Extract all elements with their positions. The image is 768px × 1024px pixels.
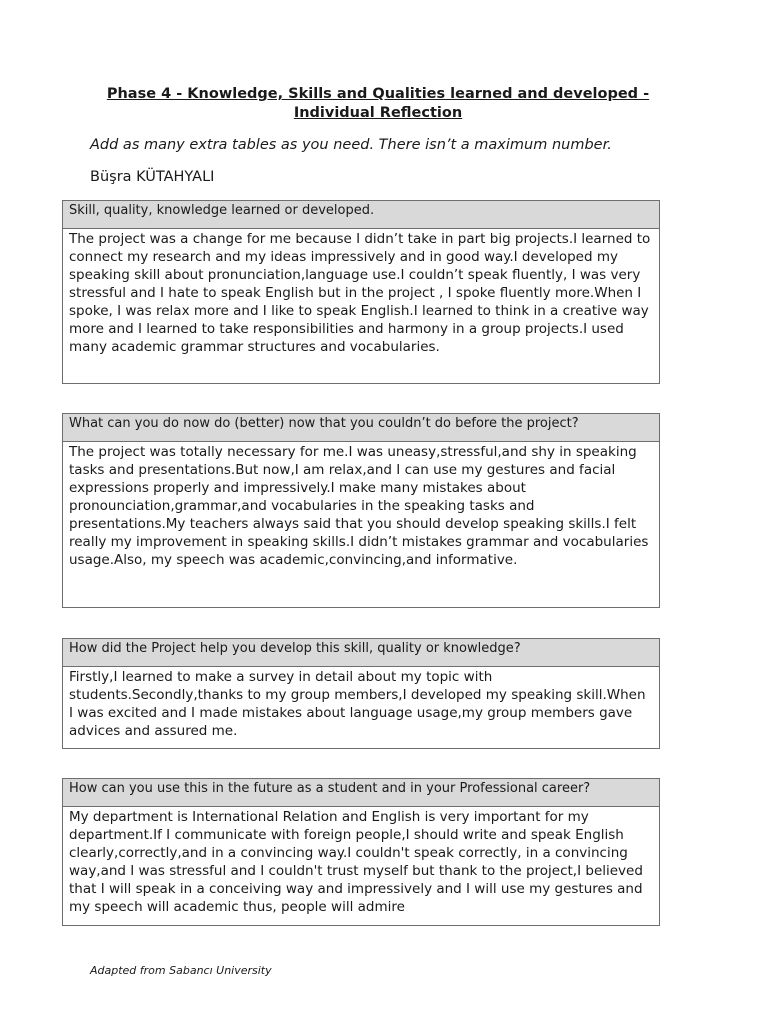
reflection-table-2 [62, 413, 660, 608]
table-answer: My department is International Relation and English is very important for my department.If I communicate with foreign people,I should write and speak English clearly,correctly,and in a convincing way.I couldn't speak correctly, in a convincing way,and I was stressful and I couldn't trust myself but thank to the project,I believed that I will speak in a conceiving way and impressively and I will use my gestures and my speech will academic thus, people will admire [69, 809, 643, 915]
table-answer: The project was totally necessary for me.I was uneasy,stressful,and shy in speaking tasks and presentations.But now,I am relax,and I can use my gestures and facial expressions properly and impressively.I make many mistakes about pronounciation,grammar,and vocabularies in the speaking tasks and presentations.My teachers always said that you should develop speaking skills.I felt really my improvement in speaking skills.I didn’t mistakes grammar and vocabularies usage.Also, my speech was academic,convincing,and informative. [69, 444, 649, 568]
document-title [62, 85, 694, 123]
footer-credit: Adapted from Sabancı University [90, 964, 272, 977]
reflection-table-4 [62, 778, 660, 926]
reflection-table-1 [62, 200, 660, 384]
table-answer: The project was a change for me because I didn’t take in part big projects.I learned to connect my research and my ideas impressively and in good way.I developed my speaking skill about pronunciation,language use.I couldn’t speak fluently, I was very stressful and I hate to speak English but in the project , I spoke fluently more.When I spoke, I was relax more and I like to speak English.I learned to think in a creative way more and I learned to take responsibilities and harmony in a group projects.I used many academic grammar structures and vocabularies. [69, 231, 651, 355]
table-answer: Firstly,I learned to make a survey in detail about my topic with students.Secondly,thanks to my group members,I developed my speaking skill.When I was excited and I made mistakes about language usage,my group members gave advices and assured me. [69, 669, 646, 739]
table-question: Skill, quality, knowledge learned or developed. [63, 201, 659, 229]
title-line-2: Individual Reflection [293, 105, 463, 121]
table-question: How did the Project help you develop this skill, quality or knowledge? [63, 639, 659, 667]
author-name: Büşra KÜTAHYALI [90, 169, 215, 185]
reflection-table-3 [62, 638, 660, 749]
title-line-1: Phase 4 - Knowledge, Skills and Qualities learned and developed - [106, 86, 650, 102]
instruction-text: Add as many extra tables as you need. There isn’t a maximum number. [90, 137, 612, 153]
table-question: How can you use this in the future as a student and in your Professional career? [63, 779, 659, 807]
table-question: What can you do now do (better) now that you couldn’t do before the project? [63, 414, 659, 442]
